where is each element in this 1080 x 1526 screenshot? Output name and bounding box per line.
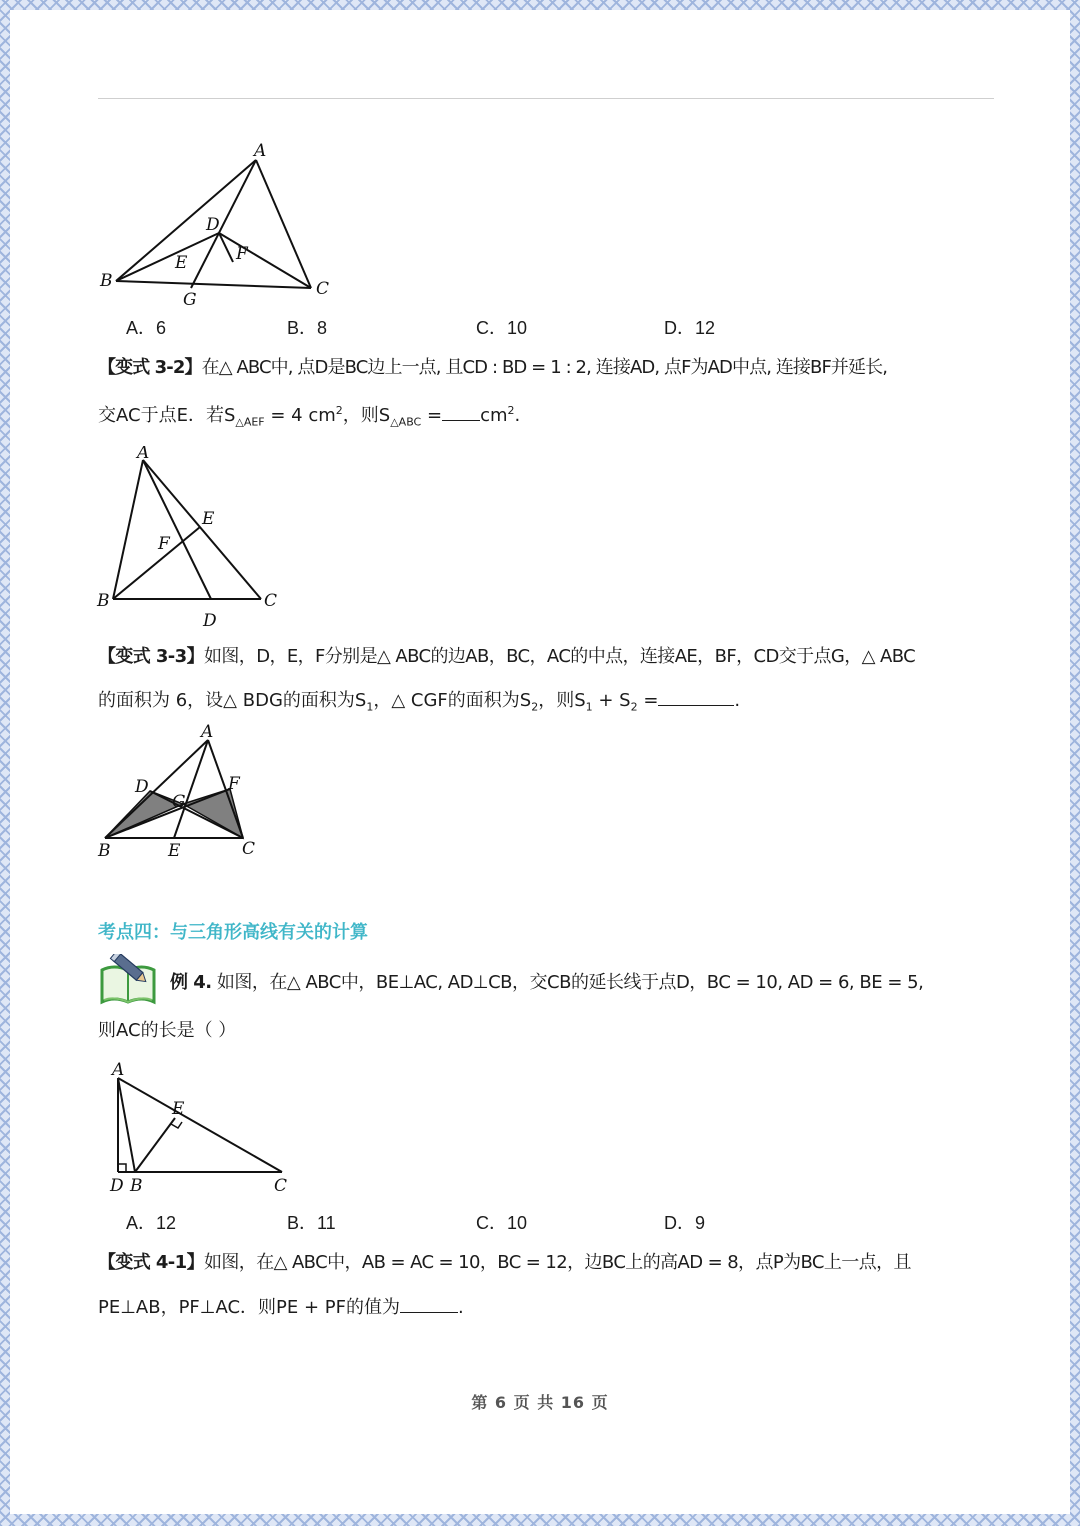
label-D: D <box>110 1176 124 1196</box>
q3-3-text2a: 的面积为 6，设△ BDG的面积为S <box>98 690 367 711</box>
q3-2-text1: 在△ ABC中, 点D是BC边上一点, 且CD : BD = 1 : 2, 连接AD, 点F为AD中点, 连接BF并延长, <box>201 357 888 378</box>
q3-3-sub4: 2 <box>630 700 638 714</box>
label-F: F <box>228 774 240 794</box>
label-C: C <box>242 839 256 859</box>
choice-b[interactable]: B．8 <box>287 318 328 338</box>
q4-1-tag: 【变式 4-1】 <box>98 1252 204 1273</box>
label-A: A <box>112 1060 125 1080</box>
label-C: C <box>274 1176 288 1196</box>
q3-2-text2f: . <box>514 405 521 426</box>
q3-3-text2b: ，△ CGF的面积为S <box>373 690 532 711</box>
q3-3-text1: 如图，D，E，F分别是△ ABC的边AB，BC，AC的中点，连接AE，BF，CD交于点G，△ ABC <box>204 646 916 667</box>
label-A: A <box>137 446 150 463</box>
ex4-choice-b[interactable]: B．11 <box>287 1213 336 1233</box>
book-pencil-icon <box>98 954 158 1008</box>
label-G: G <box>172 792 186 812</box>
q3-2-line2 <box>98 398 520 436</box>
label-A: A <box>254 141 267 161</box>
label-C: C <box>264 591 278 611</box>
q3-3-text2e: = <box>637 690 659 711</box>
label-B: B <box>130 1176 143 1196</box>
q3-2-line1 <box>98 355 998 381</box>
q4-1-answer-blank[interactable] <box>400 1294 458 1313</box>
q3-3-text2c: ，则S <box>538 690 586 711</box>
q4-1-line2 <box>98 1294 464 1321</box>
label-C: C <box>316 279 330 299</box>
label-A: A <box>201 723 214 742</box>
q3-2-text2d: = <box>421 405 443 426</box>
ex4-line2: 则AC的长是（ ） <box>98 1020 237 1041</box>
q3-3-line2 <box>98 687 740 721</box>
q3-3-tag: 【变式 3-3】 <box>98 646 204 667</box>
label-D: D <box>206 215 220 235</box>
ex4-line1 <box>170 970 1000 996</box>
label-F: F <box>158 534 170 554</box>
q4-1-text1: 如图，在△ ABC中，AB = AC = 10，BC = 12，边BC上的高AD = 8，点P为BC上一点，且 <box>204 1252 911 1273</box>
figure-q3-3 <box>96 723 296 873</box>
q4-1-text2a: PE⊥AB，PF⊥AC．则PE + PF的值为 <box>98 1297 400 1318</box>
label-F: F <box>236 244 248 264</box>
header-rule <box>98 98 994 99</box>
q3-2-text2c: ，则S <box>342 405 391 426</box>
figure-q3-2 <box>96 446 306 636</box>
section-title: 考点四：与三角形高线有关的计算 <box>98 922 368 943</box>
choice-d[interactable]: D．12 <box>664 318 716 338</box>
q3-2-text2e: cm <box>480 405 508 426</box>
right-angle-e <box>171 1122 182 1128</box>
figure-q3-1 <box>96 132 356 312</box>
choice-a[interactable]: A．6 <box>126 318 167 338</box>
q3-2-text2a: 交AC于点E．若S <box>98 405 236 426</box>
ex4-tag: 例 4. <box>170 972 212 993</box>
label-E: E <box>202 509 215 529</box>
q3-2-sup1: 2 <box>335 404 343 417</box>
q3-3-sub2: 2 <box>531 700 539 714</box>
q3-2-answer-blank[interactable] <box>442 402 480 421</box>
label-E: E <box>172 1099 185 1119</box>
ex4-choice-c[interactable]: C．10 <box>476 1213 528 1233</box>
label-D: D <box>135 777 149 797</box>
q3-3-line1 <box>98 644 998 670</box>
label-D: D <box>203 611 217 631</box>
q3-3-sub1: 1 <box>366 700 374 714</box>
figure-ex4 <box>96 1060 306 1210</box>
q3-2-sub1: △AEF <box>235 415 265 429</box>
q3-3-sub3: 1 <box>585 700 593 714</box>
choice-c[interactable]: C．10 <box>476 318 528 338</box>
ex4-choice-d[interactable]: D．9 <box>664 1213 706 1233</box>
q3-2-sub2: △ABC <box>390 415 422 429</box>
ex4-choice-a[interactable]: A．12 <box>126 1213 177 1233</box>
q4-1-text2b: . <box>457 1297 464 1318</box>
label-G: G <box>183 290 197 310</box>
page-footer: 第 6 页 共 16 页 <box>471 1393 609 1412</box>
q3-3-answer-blank[interactable] <box>658 687 734 706</box>
q3-2-tag: 【变式 3-2】 <box>98 357 202 378</box>
q3-3-text2d: + S <box>592 690 631 711</box>
q3-2-text2b: = 4 cm <box>264 405 336 426</box>
document-page <box>10 10 1070 1514</box>
q4-1-line1 <box>98 1250 998 1276</box>
right-angle-d <box>118 1164 126 1172</box>
label-E: E <box>168 841 181 861</box>
label-B: B <box>100 271 113 291</box>
q3-3-text2f: . <box>734 690 741 711</box>
q3-2-sup2: 2 <box>507 404 515 417</box>
label-E: E <box>175 253 188 273</box>
ex4-text1: 如图，在△ ABC中，BE⊥AC, AD⊥CB，交CB的延长线于点D，BC = 10, AD = 6, BE = 5, <box>216 972 924 993</box>
label-B: B <box>98 841 111 861</box>
label-B: B <box>97 591 110 611</box>
